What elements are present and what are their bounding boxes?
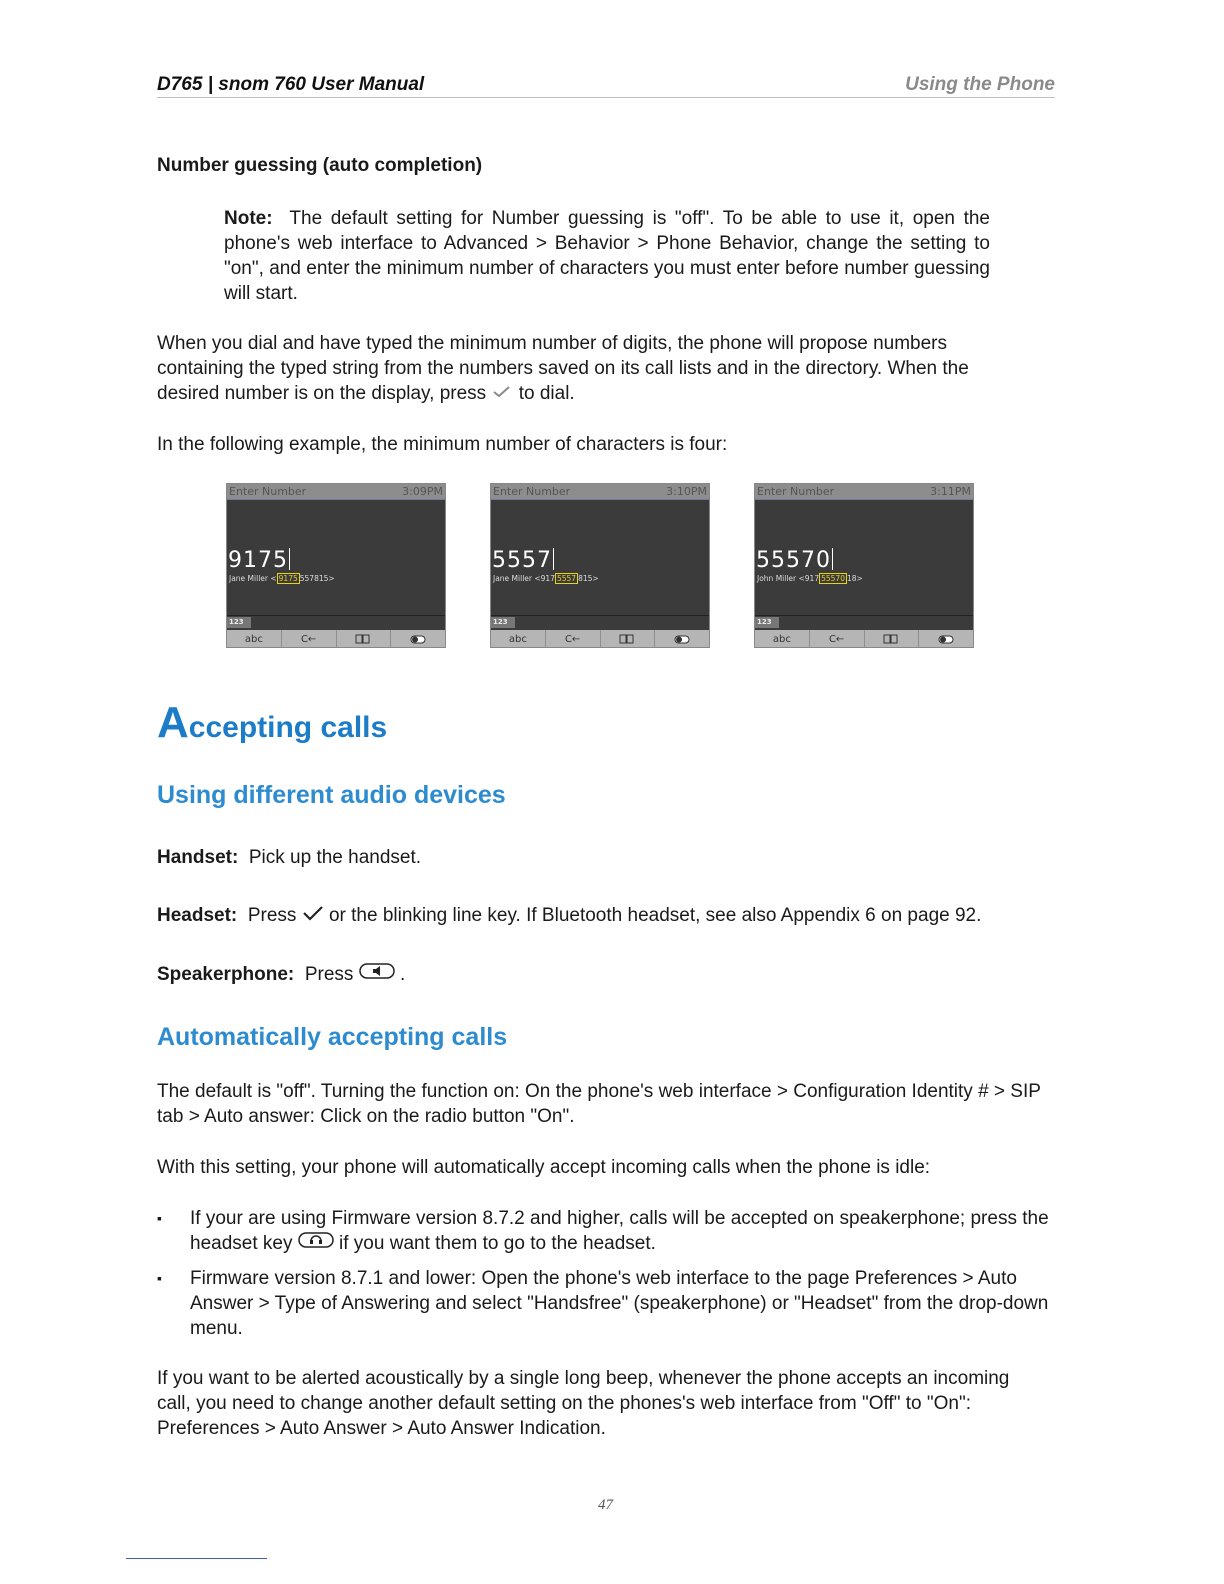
check-icon: [302, 903, 324, 928]
handset-text: Pick up the handset.: [248, 847, 422, 868]
softkey-toggle[interactable]: [919, 630, 973, 648]
softkey-directory[interactable]: [865, 630, 920, 648]
input-mode-indicator: 123: [755, 617, 779, 628]
headset-key-icon: [298, 1231, 334, 1256]
softkey-directory[interactable]: [601, 630, 656, 648]
note-text: The default setting for Number guessing is "off". To be able to use it, open the phone's web interface to Advanced > Behavior > Phone Behavior, change the setting to "on", and enter the minimum number of characters you must enter before number guessing will start.: [224, 208, 990, 304]
bullet-item-1: If your are using Firmware version 8.7.2 and higher, calls will be accepted on speakerphone; press the headset key if you want them to go to the headset.: [190, 1206, 1050, 1256]
headset-line: [157, 903, 1057, 928]
speakerphone-label: Speakerphone:: [157, 964, 295, 985]
auto-para-3: If you want to be alerted acoustically by a single long beep, whenever the phone accepts an incoming call, you need to change another default setting on the phones's web interface from "Off" to "On": Preferences > Auto Answer > Auto Answer Indication.: [157, 1368, 1010, 1439]
phone-screen-3: [754, 483, 974, 648]
accepting-calls-heading: Accepting calls: [157, 698, 388, 747]
dial-paragraph: [157, 331, 1017, 406]
softkey-abc[interactable]: abc: [491, 630, 546, 648]
dialed-number: 55570: [756, 548, 831, 573]
matched-digits: 55570: [821, 574, 845, 583]
speakerphone-period: .: [399, 964, 406, 985]
book-icon: [619, 634, 635, 644]
screen-title: Enter Number: [757, 485, 835, 498]
header-section: Using the Phone: [905, 74, 1055, 95]
bullet-item-2: Firmware version 8.7.1 and lower: Open the phone's web interface to the page Preferences > Auto Answer > Type of Answering and select "Handsfree" (speakerphone) or "Headset" from the drop-down menu.: [190, 1268, 1049, 1339]
screen-title: Enter Number: [493, 485, 571, 498]
softkey-backspace[interactable]: C←: [546, 630, 601, 648]
footer-divider: [126, 1558, 267, 1559]
toggle-icon: [410, 635, 426, 644]
header-title: D765 | snom 760 User Manual: [157, 74, 425, 95]
check-icon: [491, 381, 513, 406]
page-number: 47: [598, 1497, 613, 1513]
number-suggestion: Jane Miller <917 5557 815>: [493, 574, 599, 583]
softkey-bar: [491, 630, 709, 648]
screen-title: Enter Number: [229, 485, 307, 498]
dialed-number: 5557: [492, 548, 552, 573]
book-icon: [355, 634, 371, 644]
example-paragraph: In the following example, the minimum number of characters is four:: [157, 434, 728, 455]
input-mode-indicator: 123: [491, 617, 515, 628]
softkey-toggle[interactable]: [391, 630, 445, 648]
headset-text: or the blinking line key. If Bluetooth headset, see also Appendix 6 on page 92.: [328, 905, 982, 926]
speakerphone-press: Press: [304, 964, 354, 985]
softkey-abc[interactable]: abc: [227, 630, 282, 648]
input-mode-indicator: 123: [227, 617, 251, 628]
bullet-marker: ▪: [157, 1210, 162, 1226]
softkey-backspace[interactable]: C←: [282, 630, 337, 648]
screen-time: 3:11PM: [930, 485, 971, 498]
screen-time: 3:10PM: [666, 485, 707, 498]
toggle-icon: [674, 635, 690, 644]
bullet-marker: ▪: [157, 1270, 162, 1286]
handset-label: Handset:: [157, 847, 239, 868]
softkey-directory[interactable]: [337, 630, 392, 648]
note-label: Note:: [224, 208, 273, 229]
dialed-number: 9175: [228, 548, 288, 573]
auto-para-1: The default is "off". Turning the function on: On the phone's web interface > Configuration Identity # > SIP tab > Auto answer: Click on the radio button "On".: [157, 1081, 1041, 1127]
speaker-key-icon: [359, 962, 395, 987]
auto-accept-heading: Automatically accepting calls: [157, 1023, 508, 1051]
toggle-icon: [938, 635, 954, 644]
headset-label: Headset:: [157, 905, 238, 926]
softkey-bar: [227, 630, 445, 648]
audio-devices-heading: Using different audio devices: [157, 781, 506, 809]
auto-para-2: With this setting, your phone will automatically accept incoming calls when the phone is idle:: [157, 1157, 931, 1178]
screen-time: 3:09PM: [402, 485, 443, 498]
number-guessing-heading: Number guessing (auto completion): [157, 155, 483, 176]
softkey-toggle[interactable]: [655, 630, 709, 648]
speakerphone-line: [157, 962, 1057, 987]
number-suggestion: John Miller <917 55570 18>: [757, 574, 863, 583]
note-paragraph: [224, 206, 990, 306]
number-suggestion: Jane Miller < 9175 557815>: [229, 574, 335, 583]
phone-screen-1: [226, 483, 446, 648]
header-divider: [157, 97, 1055, 98]
softkey-bar: [755, 630, 973, 648]
softkey-backspace[interactable]: C←: [810, 630, 865, 648]
dial-text-after: to dial.: [518, 383, 575, 404]
book-icon: [883, 634, 899, 644]
handset-line: [157, 845, 1057, 870]
matched-digits: 5557: [556, 574, 577, 583]
headset-press: Press: [247, 905, 297, 926]
phone-screen-2: [490, 483, 710, 648]
matched-digits: 9175: [278, 574, 298, 583]
softkey-abc[interactable]: abc: [755, 630, 810, 648]
dial-text-before: When you dial and have typed the minimum number of digits, the phone will propose numbers containing the typed string from the numbers saved on its call lists and in the directory. When the desired number is on the display, press: [157, 333, 969, 404]
